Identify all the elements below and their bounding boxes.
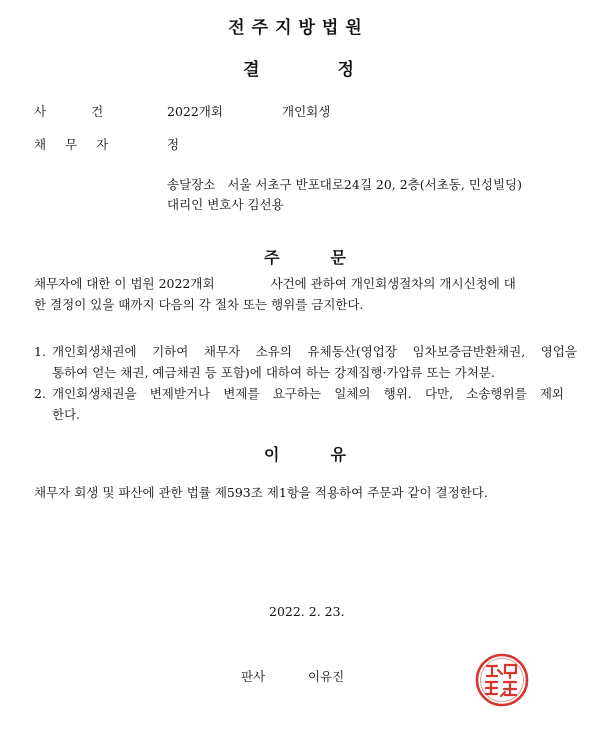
judge-label: 판사 <box>241 669 266 684</box>
reason-heading: 이 유 <box>264 445 346 464</box>
legal-agent: 대리인 변호사 김선용 <box>167 197 284 212</box>
court-seal-stamp <box>474 652 530 708</box>
service-address-line <box>167 175 522 193</box>
doc-type-char: 정 <box>337 60 354 80</box>
case-number: 2022개회 <box>167 104 223 119</box>
judge-name: 이유진 <box>308 669 345 684</box>
order-intro-line2: 한 결정이 있을 때까지 다음의 각 절차 또는 행위를 금지한다. <box>34 297 364 312</box>
service-address: 서울 서초구 반포대로24길 20, 2층(서초동, 민성빌딩) <box>227 177 522 192</box>
list-item-text: 개인회생채권을 변제받거나 변제를 요구하는 일체의 행위. 다만, 소송행위를 제외 <box>52 386 564 401</box>
list-item-text: 한다. <box>52 407 81 422</box>
list-item-text: 통하여 얻는 채권, 예금채권 등 포함)에 대하여 하는 강제집행·가압류 또는 가처분. <box>52 365 495 380</box>
order-intro-line1: 채무자에 대한 이 법원 2022개회 사건에 관하여 개인회생절차의 개시신청에 대 <box>34 276 516 291</box>
court-name: 전주지방법원 <box>228 18 369 38</box>
case-label: 사 건 <box>34 104 104 119</box>
debtor-name: 정 <box>167 137 180 152</box>
list-item-text: 개인회생채권에 기하여 채무자 소유의 유체동산(영업장 임차보증금반환채권, 영업을 <box>52 344 577 359</box>
decision-date: 2022. 2. 23. <box>269 604 345 619</box>
debtor-label: 채 무 자 <box>34 137 109 152</box>
service-label: 송달장소 <box>167 177 216 192</box>
list-item-number: 1. <box>34 344 46 359</box>
order-heading: 주 문 <box>264 248 346 267</box>
document-type-title <box>0 55 597 80</box>
case-name: 개인회생 <box>282 104 331 119</box>
doc-type-char: 결 <box>243 60 260 80</box>
reason-text: 채무자 회생 및 파산에 관한 법률 제593조 제1항을 적용하여 주문과 같이 결정한다. <box>34 485 488 500</box>
list-item-number: 2. <box>34 386 46 401</box>
